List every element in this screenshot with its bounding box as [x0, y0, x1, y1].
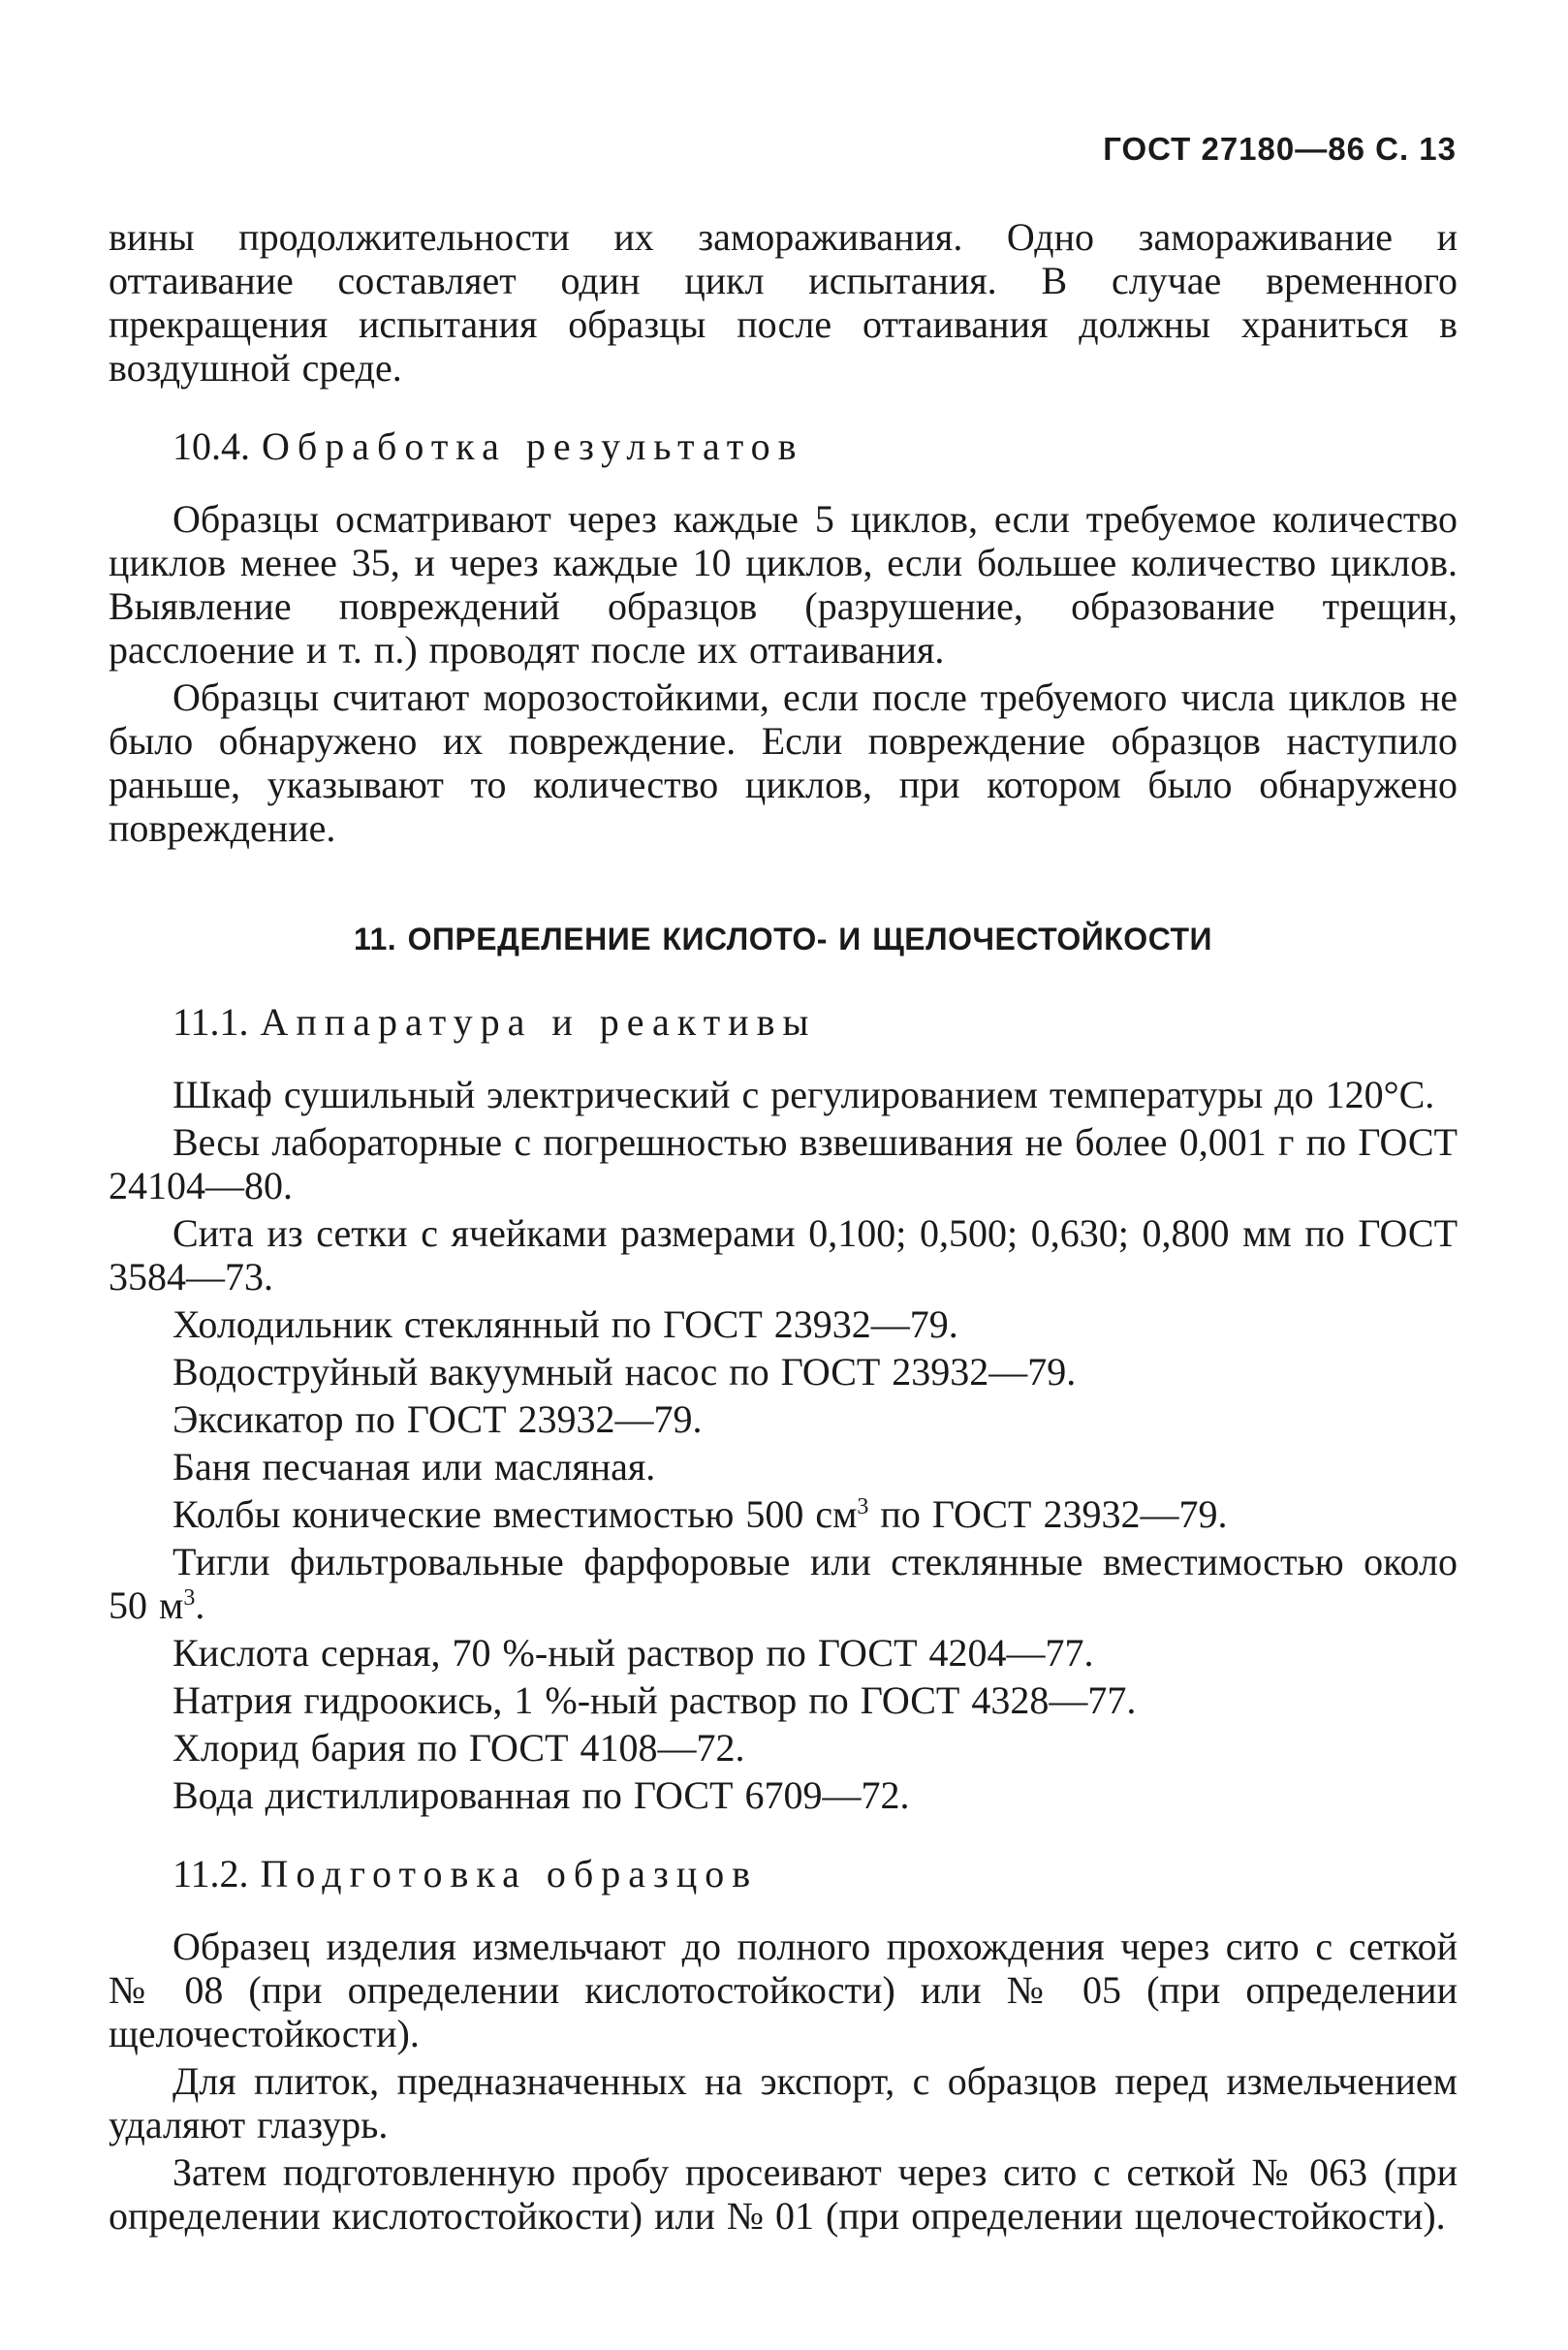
subsection-10-4-heading: [109, 424, 1458, 468]
equipment-item: Весы лабораторные с погрешностью взвешивания не более 0,001 г по ГОСТ 24104—80.: [109, 1120, 1458, 1207]
equipment-item: Шкаф сушильный электрический с регулированием температуры до 120°С.: [172, 1073, 1435, 1116]
reagent-item: Хлорид бария по ГОСТ 4108—72.: [172, 1726, 745, 1770]
reagent-item: Натрия гидроокись, 1 %-ный раствор по ГОСТ 4328—77.: [172, 1678, 1137, 1722]
equipment-item: Холодильник стеклянный по ГОСТ 23932—79.: [172, 1302, 958, 1346]
paragraph: Для плиток, предназначенных на экспорт, с образцов перед измельчением удаляют глазурь.: [109, 2059, 1458, 2146]
equipment-item: Сита из сетки с ячейками размерами 0,100; 0,500; 0,630; 0,800 мм по ГОСТ 3584—73.: [109, 1211, 1458, 1299]
subsection-title: Аппаратура и реактивы: [260, 1000, 817, 1044]
reagent-item: Вода дистиллированная по ГОСТ 6709—72.: [172, 1773, 910, 1817]
subsection-number: 11.2.: [172, 1852, 249, 1896]
paragraph: Образцы считают морозостойкими, если после требуемого числа циклов не было обнаружено их повреждение. Если повреждение образцов наступило раньше, указывают то количество циклов, при котором было обнаружено повреждение.: [109, 675, 1458, 850]
subsection-title: Обработка результатов: [262, 424, 804, 468]
equipment-item: Баня песчаная или масляная.: [172, 1445, 656, 1488]
equipment-item: Водоструйный вакуумный насос по ГОСТ 23932—79.: [172, 1350, 1077, 1394]
running-header: ГОСТ 27180—86 С. 13: [1103, 131, 1457, 167]
paragraph: Образец изделия измельчают до полного прохождения через сито с сеткой № 08 (при определении кислотостойкости) или № 05 (при определении щелочестойкости).: [109, 1925, 1458, 2055]
equipment-item-flasks: Колбы конические вместимостью 500 $см^3$ по ГОСТ 23932—79.: [172, 1492, 1228, 1536]
paragraph-continuation: вины продолжительности их замораживания. Одно замораживание и оттаивание составляет один цикл испытания. В случае временного прекращения испытания образцы после оттаивания должны храниться в воздушной среде.: [109, 215, 1458, 390]
section-11-heading: 11. ОПРЕДЕЛЕНИЕ КИСЛОТО- И ЩЕЛОЧЕСТОЙКОСТИ: [353, 922, 1213, 956]
equipment-item-crucibles: Тигли фильтровальные фарфоровые или стеклянные вместимостью около 50 $м^3$.: [109, 1540, 1458, 1627]
reagent-item: Кислота серная, 70 %-ный раствор по ГОСТ 4204—77.: [172, 1631, 1094, 1675]
subsection-number: 11.1.: [172, 1000, 249, 1044]
paragraph: Затем подготовленную пробу просеивают через сито с сеткой № 063 (при определении кислотостойкости) или № 01 (при определении щелочестойкости).: [109, 2150, 1458, 2238]
subsection-11-2-heading: [109, 1852, 1458, 1896]
subsection-11-1-heading: [109, 1000, 1458, 1044]
page-content: [109, 215, 1458, 2241]
equipment-item: Эксикатор по ГОСТ 23932—79.: [172, 1397, 703, 1441]
subsection-title: Подготовка образцов: [260, 1852, 759, 1896]
paragraph: Образцы осматривают через каждые 5 циклов, если требуемое количество циклов менее 35, и через каждые 10 циклов, если большее количество циклов. Выявление повреждений образцов (разрушение, образование трещин, расслоение и т. п.) проводят после их оттаивания.: [109, 497, 1458, 672]
subsection-number: 10.4.: [172, 424, 250, 468]
